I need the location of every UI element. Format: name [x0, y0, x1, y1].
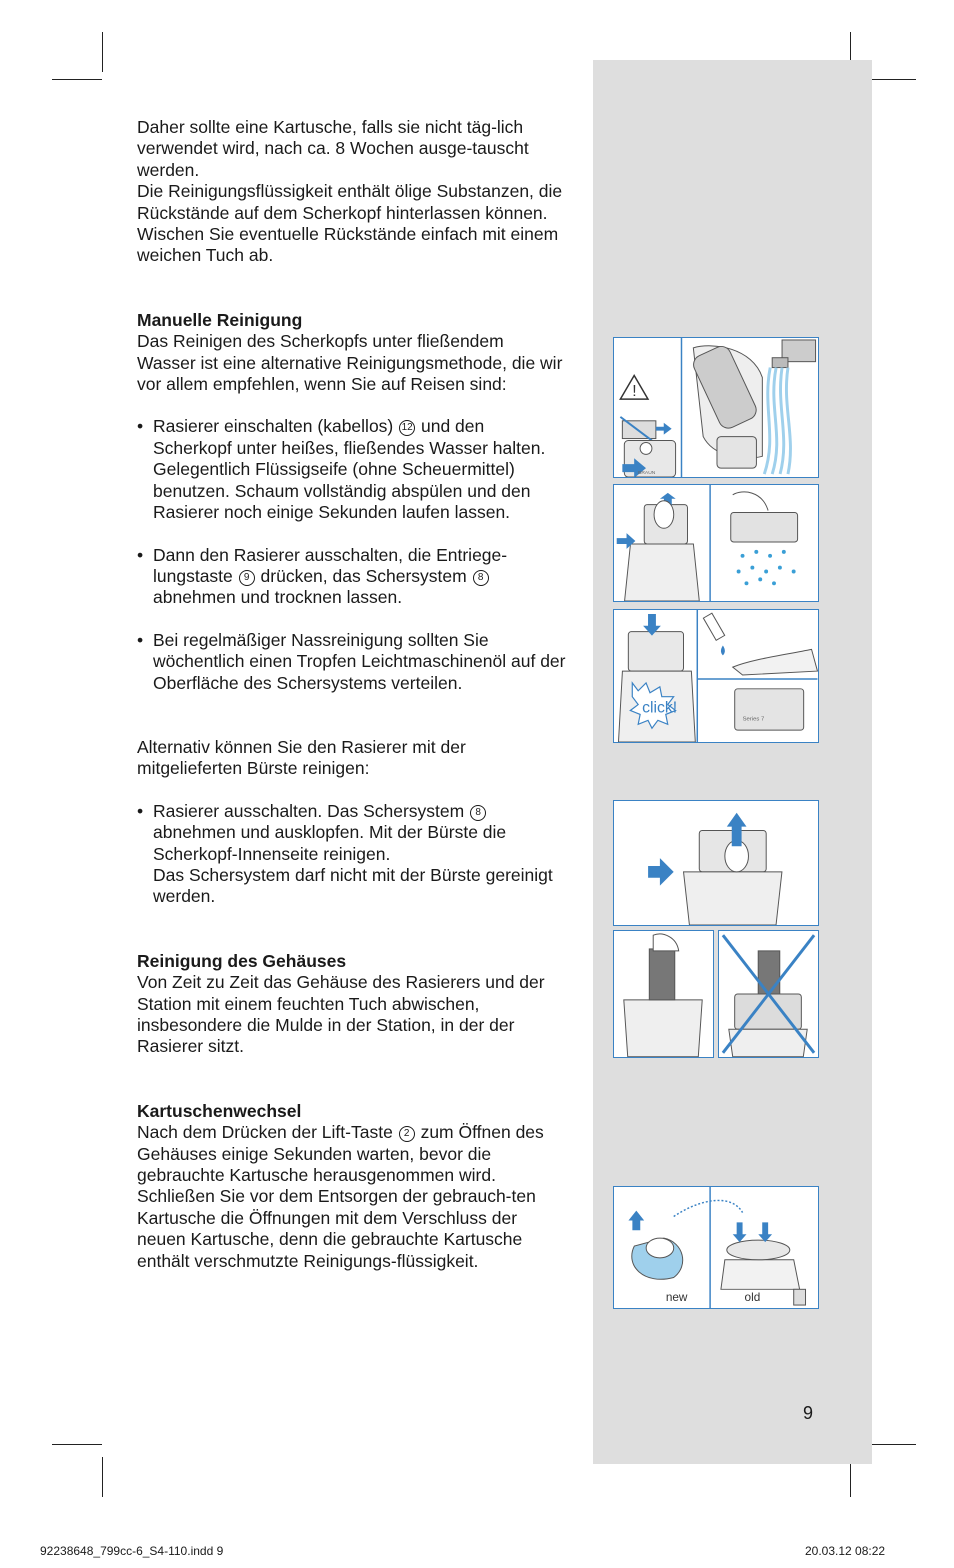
manual-bullet-1: • Rasierer einschalten (kabellos) 12 und den Scherkopf unter heißes, fließendes Wasser halten. Gelegentlich Flüssigseife (ohne Scheuermittel) benutzen. Schaum vollständig abspülen und den Rasierer noch einige Sekunden laufen lassen. [137, 416, 546, 523]
trash-icon [794, 1289, 806, 1305]
crop-mark [52, 79, 102, 80]
ref-number: 12 [399, 420, 415, 436]
figure-remove-foil-drip [613, 484, 819, 602]
intro-paragraph-2: Die Reinigungsflüssigkeit enthält ölige Substanzen, die Rückstände auf dem Scherkopf hinterlassen können. Wischen Sie eventuelle Rückstände einfach mit einem weichen Tuch ab. [137, 181, 563, 266]
arrow-icon [648, 858, 674, 886]
arrow-icon [656, 423, 672, 435]
ref-number: 8 [473, 570, 489, 586]
manual-bullet-2: • Dann den Rasierer ausschalten, die Entriege-lungstaste 9 drücken, das Schersystem 8 abnehmen und trocknen lassen. [137, 544, 508, 608]
figure-brush-incorrect [718, 930, 819, 1058]
manual-cleaning-heading: Manuelle Reinigung [137, 309, 303, 330]
brush-bullet: • Rasierer ausschalten. Das Schersystem 8 abnehmen und ausklopfen. Mit der Bürste die Scherkopf-Innenseite reinigen. Das Schersystem darf nicht mit der Bürste gereinigt werden. [137, 800, 553, 907]
footer-file-info: 92238648_799cc-6_S4-110.indd 9 [40, 1544, 224, 1558]
crop-mark [52, 1444, 102, 1445]
svg-text:BRAUN: BRAUN [638, 471, 656, 477]
footer-timestamp: 20.03.12 08:22 [805, 1544, 886, 1558]
brush-intro: Alternativ können Sie den Rasierer mit der mitgelieferten Bürste reinigen: [137, 736, 466, 779]
cartridge-paragraph-2: Schließen Sie vor dem Entsorgen der gebrauch-ten Kartusche die Öffnungen mit dem Verschluss der neuen Kartusche, denn die gebrauchte Kartusche enthält verschmutzte Reinigungs-flüssigkeit. [137, 1186, 536, 1271]
crop-mark [102, 32, 103, 72]
intro-paragraph-1: Daher sollte eine Kartusche, falls sie nicht täg-lich verwendet wird, nach ca. 8 Wochen ausge-tauscht werden. [137, 117, 529, 180]
crop-mark [866, 1444, 916, 1445]
figure-rinse-under-water [613, 337, 819, 478]
down-arrow-icon [733, 1222, 747, 1242]
main-text-column [137, 117, 567, 1272]
housing-heading: Reinigung des Gehäuses [137, 950, 347, 971]
down-arrow-icon [758, 1222, 772, 1242]
figure-remove-foil [613, 800, 819, 926]
new-label: new [665, 1290, 688, 1305]
cartridge-heading: Kartuschenwechsel [137, 1100, 302, 1121]
manual-cleaning-intro: Das Reinigen des Scherkopfs unter fließendem Wasser ist eine alternative Reinigungsmethode, die wir vor allem empfehlen, wenn Sie auf Reisen sind: [137, 331, 563, 395]
page-number: 9 [803, 1403, 814, 1423]
crop-mark [866, 79, 916, 80]
ref-number: 9 [239, 570, 255, 586]
figure-cartridge-replacement [613, 1186, 819, 1309]
series-label: Series 7 [742, 716, 765, 723]
ref-number: 2 [399, 1126, 415, 1142]
crop-mark [102, 1457, 103, 1497]
water-drops [737, 550, 796, 585]
figure-brush-correct [613, 930, 714, 1058]
click-label: click! [642, 699, 678, 717]
ref-number: 8 [470, 805, 486, 821]
figure-oil-and-click [613, 609, 819, 743]
svg-text:!: ! [632, 383, 637, 401]
cartridge-paragraph-1: Nach dem Drücken der Lift-Taste 2 zum Öffnen des Gehäuses einige Sekunden warten, bevor die gebrauchte Kartusche herausgenommen wird. [137, 1122, 544, 1186]
old-label: old [744, 1290, 761, 1305]
housing-text: Von Zeit zu Zeit das Gehäuse des Rasierers und der Station mit einem feuchten Tuch abwischen, insbesondere die Mulde in der Station, in der der Rasierer sitzt. [137, 972, 545, 1057]
manual-bullet-3: • Bei regelmäßiger Nassreinigung sollten Sie wöchentlich einen Tropfen Leichtmaschinenöl auf der Oberfläche des Schersystems verteilen. [137, 629, 566, 693]
up-arrow-icon [628, 1211, 644, 1231]
